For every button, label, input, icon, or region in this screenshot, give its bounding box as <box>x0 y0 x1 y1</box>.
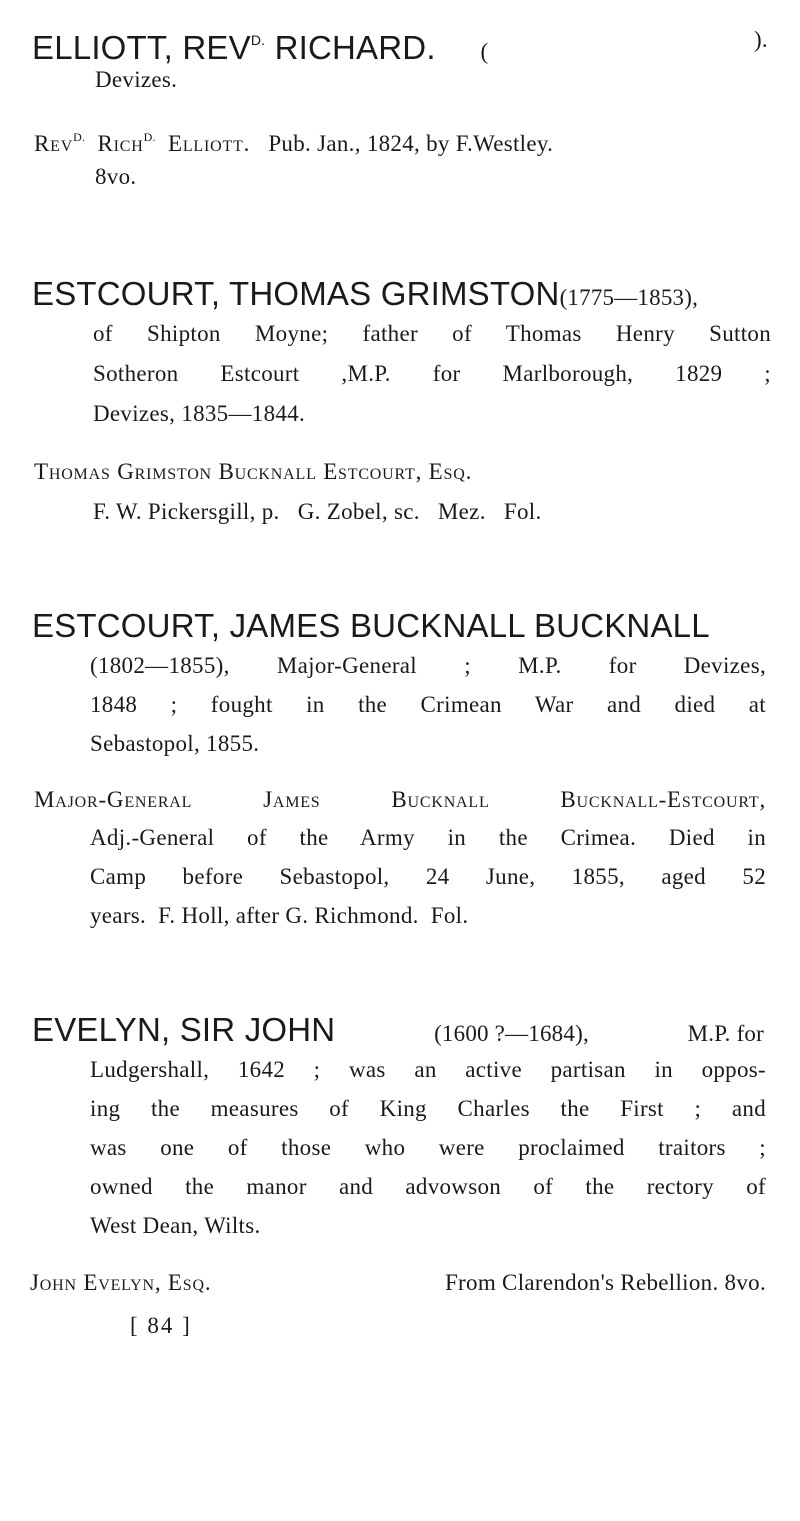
entry-description-line: 1848 ; fought in the Crimean War and died at <box>90 692 766 717</box>
page-number: [ 84 ] <box>130 1313 192 1338</box>
plate-caption-evelyn <box>30 1263 766 1302</box>
entry-description-line: owned the manor and advowson of the rectory of <box>90 1174 766 1199</box>
plate-caption: Thomas Grimston Bucknall Estcourt, Esq. <box>34 459 473 484</box>
plate-caption-elliott <box>34 118 774 163</box>
plate-rich-sup: D. <box>143 130 156 144</box>
heading-dates-open: ( <box>480 39 489 64</box>
heading-name: ESTCOURT, JAMES BUCKNALL BUCKNALL <box>32 607 710 644</box>
entry-description-line: was one of those who were proclaimed traitors ; <box>90 1135 766 1160</box>
entry-description-line: Sotheron Estcourt ,M.P. for Marlborough, 1829 ; <box>93 361 771 386</box>
plate-credits: F. W. Pickersgill, p. G. Zobel, sc. Mez. Fol. <box>93 499 542 524</box>
plate-name: Elliott. <box>167 131 251 156</box>
plate-caption: Major-General James Bucknall Bucknall-Estcourt, <box>34 787 766 812</box>
plate-rev: Rev <box>34 131 74 156</box>
plate-source: From Clarendon's Rebellion. 8vo. <box>444 1270 766 1295</box>
entry-heading-estcourt-thomas <box>32 274 772 318</box>
entry-description-line: ing the measures of King Charles the First ; and <box>90 1096 766 1121</box>
heading-title-sup: D. <box>250 32 266 48</box>
plate-rev-sup: D. <box>73 130 86 144</box>
heading-dates-close: ). <box>754 27 768 52</box>
entry-description-line: of Shipton Moyne; father of Thomas Henry Sutton <box>93 321 771 346</box>
page-number-value: 84 <box>147 1313 175 1338</box>
entry-description-line: Devizes. <box>95 67 178 92</box>
heading-title: REV <box>182 29 251 66</box>
plate-format: 8vo. <box>95 164 137 189</box>
heading-dates: (1775—1853), <box>559 285 699 310</box>
entry-heading-evelyn <box>32 1010 764 1054</box>
heading-dates: (1600 ?—1684), <box>434 1021 589 1046</box>
plate-description-line: years. F. Holl, after G. Richmond. Fol. <box>90 903 469 928</box>
heading-name: ESTCOURT, THOMAS GRIMSTON <box>32 275 560 312</box>
entry-description-line: Devizes, 1835—1844. <box>93 401 306 426</box>
entry-description-line: Ludgershall, 1642 ; was an active partisan in oppos- <box>90 1057 766 1082</box>
entry-description-line: (1802—1855), Major-General ; M.P. for Devizes, <box>90 653 766 678</box>
plate-caption: John Evelyn, Esq. <box>30 1270 212 1295</box>
heading-mp: M.P. for <box>687 1021 764 1046</box>
entry-description-line: Sebastopol, 1855. <box>90 731 260 756</box>
heading-given-name: RICHARD. <box>274 29 436 66</box>
plate-publication: Pub. Jan., 1824, by F.Westley. <box>268 131 554 156</box>
entry-heading-estcourt-james <box>32 606 772 646</box>
plate-rich: Rich <box>97 131 144 156</box>
entry-description-line: West Dean, Wilts. <box>90 1213 261 1238</box>
heading-name: EVELYN, SIR JOHN <box>32 1011 336 1048</box>
plate-description-line: Camp before Sebastopol, 24 June, 1855, aged 52 <box>90 864 766 889</box>
heading-surname: ELLIOTT, <box>32 29 173 66</box>
plate-description-line: Adj.-General of the Army in the Crimea. Died in <box>90 825 766 850</box>
